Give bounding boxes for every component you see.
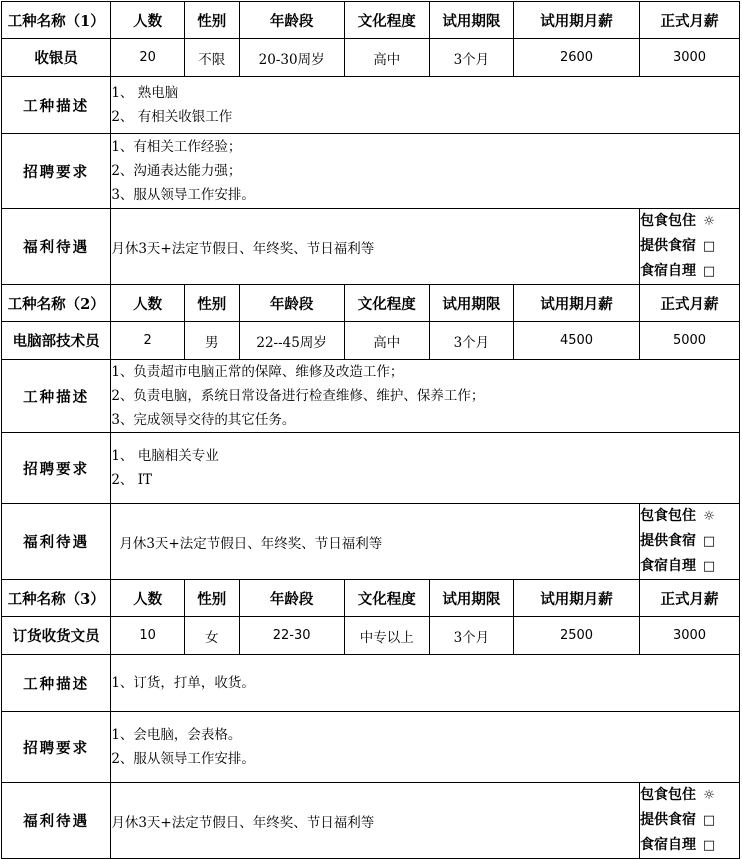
option-self-provided: 食宿自理 □ xyxy=(640,554,739,579)
job-benefit: 月休3天+法定节假日、年终奖、节日福利等 xyxy=(111,783,640,859)
job-count: 20 xyxy=(111,39,185,77)
job-requirements xyxy=(111,712,740,783)
header-gender: 性别 xyxy=(184,2,239,39)
header-probation: 试用期限 xyxy=(429,285,513,322)
job-probation: 3个月 xyxy=(429,39,513,77)
job-benefit: 月休3天+法定节假日、年终奖、节日福利等 xyxy=(111,209,640,285)
option-board-lodging: 包食包住 ☼ xyxy=(640,783,739,808)
header-title: 工种名称（2） xyxy=(2,285,111,322)
job-2-req-row xyxy=(2,433,740,504)
header-education: 文化程度 xyxy=(344,285,429,322)
recruitment-table xyxy=(1,1,740,859)
job-probation-salary: 4500 xyxy=(513,322,639,360)
header-probation-salary: 试用期月薪 xyxy=(513,580,639,617)
job-3-values-row xyxy=(2,617,740,655)
desc-line: 1、订货，打单，收货。 xyxy=(111,675,255,691)
job-age: 20-30周岁 xyxy=(239,39,344,77)
benefit-options xyxy=(640,209,740,285)
job-2-benefit-row xyxy=(2,504,740,580)
job-description xyxy=(111,360,740,433)
job-age: 22-30 xyxy=(239,617,344,655)
job-requirements xyxy=(111,433,740,504)
header-count: 人数 xyxy=(111,285,185,322)
benefit-label: 福利待遇 xyxy=(2,209,111,285)
benefit-options xyxy=(640,504,740,580)
job-description xyxy=(111,655,740,712)
job-1-req-row xyxy=(2,134,740,209)
desc-line: 1、 熟电脑 xyxy=(111,85,179,101)
req-line: 2、 IT xyxy=(111,472,153,488)
header-count: 人数 xyxy=(111,580,185,617)
header-education: 文化程度 xyxy=(344,580,429,617)
job-benefit: 月休3天+法定节假日、年终奖、节日福利等 xyxy=(111,504,640,580)
header-education: 文化程度 xyxy=(344,2,429,39)
header-age: 年龄段 xyxy=(239,580,344,617)
job-description xyxy=(111,77,740,134)
job-salary: 3000 xyxy=(640,617,740,655)
desc-line: 2、 有相关收银工作 xyxy=(111,109,233,125)
option-self-provided: 食宿自理 □ xyxy=(640,833,739,858)
job-education: 高中 xyxy=(344,39,429,77)
job-education: 高中 xyxy=(344,322,429,360)
job-salary: 5000 xyxy=(640,322,740,360)
job-age: 22--45周岁 xyxy=(239,322,344,360)
sun-icon[interactable]: ☼ xyxy=(703,509,715,524)
header-title: 工种名称（1） xyxy=(2,2,111,39)
desc-label: 工种描述 xyxy=(2,360,111,433)
checkbox-icon[interactable]: □ xyxy=(702,239,716,254)
job-probation-salary: 2500 xyxy=(513,617,639,655)
job-name: 收银员 xyxy=(2,39,111,77)
job-probation: 3个月 xyxy=(429,617,513,655)
req-label: 招聘要求 xyxy=(2,134,111,209)
job-probation-salary: 2600 xyxy=(513,39,639,77)
req-line: 2、沟通表达能力强； xyxy=(111,163,242,179)
job-probation: 3个月 xyxy=(429,322,513,360)
header-probation-salary: 试用期月薪 xyxy=(513,2,639,39)
checkbox-icon[interactable]: □ xyxy=(702,559,716,574)
checkbox-icon[interactable]: □ xyxy=(702,534,716,549)
checkbox-icon[interactable]: □ xyxy=(702,838,716,853)
job-gender: 男 xyxy=(184,322,239,360)
job-1-values-row xyxy=(2,39,740,77)
req-label: 招聘要求 xyxy=(2,433,111,504)
job-count: 2 xyxy=(111,322,185,360)
job-3-desc-row xyxy=(2,655,740,712)
req-line: 1、 电脑相关专业 xyxy=(111,448,219,464)
desc-line: 2、负责电脑，系统日常设备进行检查维修、维护、保养工作； xyxy=(111,388,485,404)
job-2-header-row xyxy=(2,285,740,322)
req-line: 3、服从领导工作安排。 xyxy=(111,187,255,203)
header-count: 人数 xyxy=(111,2,185,39)
sun-icon[interactable]: ☼ xyxy=(703,214,715,229)
desc-label: 工种描述 xyxy=(2,655,111,712)
header-salary: 正式月薪 xyxy=(640,285,740,322)
job-1-desc-row xyxy=(2,77,740,134)
benefit-label: 福利待遇 xyxy=(2,504,111,580)
req-line: 1、有相关工作经验； xyxy=(111,139,242,155)
option-meals-provided: 提供食宿 □ xyxy=(640,529,739,554)
header-probation: 试用期限 xyxy=(429,580,513,617)
job-3-header-row xyxy=(2,580,740,617)
job-2-values-row xyxy=(2,322,740,360)
option-board-lodging: 包食包住 ☼ xyxy=(640,209,739,234)
header-probation: 试用期限 xyxy=(429,2,513,39)
job-gender: 女 xyxy=(184,617,239,655)
sun-icon[interactable]: ☼ xyxy=(703,788,715,803)
desc-line: 3、完成领导交待的其它任务。 xyxy=(111,412,296,428)
header-gender: 性别 xyxy=(184,285,239,322)
header-gender: 性别 xyxy=(184,580,239,617)
checkbox-icon[interactable]: □ xyxy=(702,813,716,828)
job-3-req-row xyxy=(2,712,740,783)
header-probation-salary: 试用期月薪 xyxy=(513,285,639,322)
header-age: 年龄段 xyxy=(239,285,344,322)
job-name: 订货收货文员 xyxy=(2,617,111,655)
job-1-header-row xyxy=(2,2,740,39)
job-count: 10 xyxy=(111,617,185,655)
job-education: 中专以上 xyxy=(344,617,429,655)
option-meals-provided: 提供食宿 □ xyxy=(640,808,739,833)
job-2-desc-row xyxy=(2,360,740,433)
option-meals-provided: 提供食宿 □ xyxy=(640,234,739,259)
option-board-lodging: 包食包住 ☼ xyxy=(640,504,739,529)
checkbox-icon[interactable]: □ xyxy=(702,264,716,279)
desc-line: 1、负责超市电脑正常的保障、维修及改造工作； xyxy=(111,364,404,380)
job-salary: 3000 xyxy=(640,39,740,77)
job-requirements xyxy=(111,134,740,209)
header-salary: 正式月薪 xyxy=(640,2,740,39)
job-3-benefit-row xyxy=(2,783,740,859)
benefit-label: 福利待遇 xyxy=(2,783,111,859)
benefit-options xyxy=(640,783,740,859)
req-line: 1、会电脑，会表格。 xyxy=(111,727,242,743)
req-line: 2、服从领导工作安排。 xyxy=(111,751,255,767)
header-salary: 正式月薪 xyxy=(640,580,740,617)
req-label: 招聘要求 xyxy=(2,712,111,783)
job-1-benefit-row xyxy=(2,209,740,285)
job-name: 电脑部技术员 xyxy=(2,322,111,360)
job-gender: 不限 xyxy=(184,39,239,77)
option-self-provided: 食宿自理 □ xyxy=(640,259,739,284)
header-age: 年龄段 xyxy=(239,2,344,39)
header-title: 工种名称（3） xyxy=(2,580,111,617)
desc-label: 工种描述 xyxy=(2,77,111,134)
